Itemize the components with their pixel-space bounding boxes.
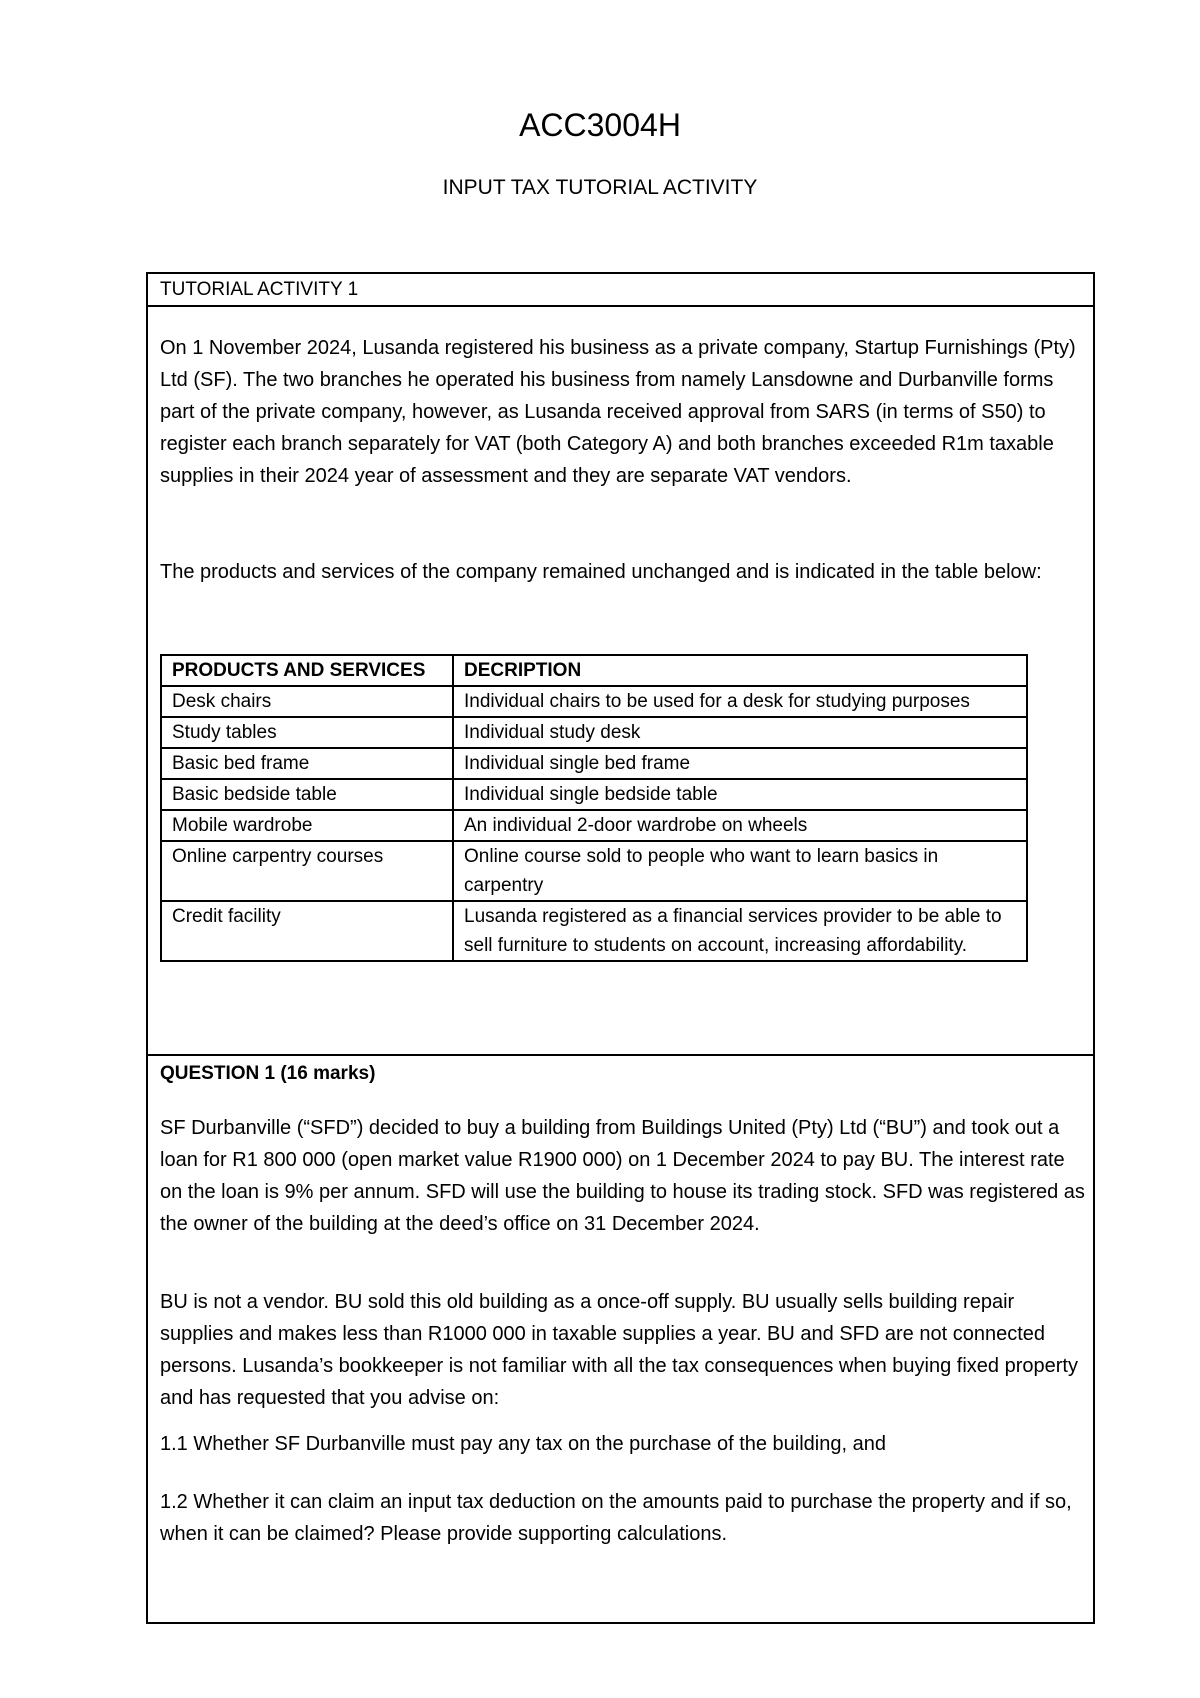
activity-intro-paragraph: On 1 November 2024, Lusanda registered his business as a private company, Startup Furnishings (Pty) Ltd (SF). The two branches he operated his business from namely Lansdowne and Durbanville forms part of the private company, however, as Lusanda received approval from SARS (in terms of S50) to register each branch separately for VAT (both Category A) and both branches exceeded R1m taxable supplies in their 2024 year of assessment and they are separate VAT vendors. [160, 337, 1076, 487]
activity-table-intro: The products and services of the company remained unchanged and is indicated in the table below: [160, 561, 1042, 583]
description-cell: An individual 2-door wardrobe on wheels [453, 810, 1027, 841]
description-cell: Online course sold to people who want to learn basics in carpentry [453, 841, 1027, 901]
table-row [161, 810, 1027, 841]
document-subtitle: INPUT TAX TUTORIAL ACTIVITY [442, 176, 758, 199]
table-row [161, 779, 1027, 810]
question-paragraph-1: SF Durbanville (“SFD”) decided to buy a building from Buildings United (Pty) Ltd (“BU”) and took out a loan for R1 800 000 (open market value R1900 000) on 1 December 2024 to pay BU. The interest rate on the loan is 9% per annum. SFD will use the building to house its trading stock. SFD was registered as the owner of the building at the deed’s office on 31 December 2024. [160, 1117, 1085, 1235]
product-cell: Mobile wardrobe [161, 810, 453, 841]
table-row [161, 748, 1027, 779]
products-table [160, 654, 1028, 962]
description-cell: Lusanda registered as a financial services provider to be able to sell furniture to students on account, increasing affordability. [453, 901, 1027, 961]
column-header-description: DECRIPTION [453, 655, 1027, 686]
description-cell: Individual single bed frame [453, 748, 1027, 779]
table-row [161, 841, 1027, 901]
product-cell: Online carpentry courses [161, 841, 453, 901]
section-divider [148, 1054, 1093, 1056]
description-cell: Individual study desk [453, 717, 1027, 748]
product-cell: Basic bedside table [161, 779, 453, 810]
activity-heading: TUTORIAL ACTIVITY 1 [148, 274, 1093, 307]
product-cell: Desk chairs [161, 686, 453, 717]
table-row [161, 717, 1027, 748]
question-item-1-2: 1.2 Whether it can claim an input tax deduction on the amounts paid to purchase the property and if so, when it can be claimed? Please provide supporting calculations. [160, 1491, 1072, 1545]
product-cell: Basic bed frame [161, 748, 453, 779]
table-row [161, 901, 1027, 961]
question-heading: QUESTION 1 (16 marks) [160, 1063, 376, 1084]
column-header-products: PRODUCTS AND SERVICES [161, 655, 453, 686]
product-cell: Credit facility [161, 901, 453, 961]
product-cell: Study tables [161, 717, 453, 748]
activity-box [146, 272, 1095, 1624]
description-cell: Individual chairs to be used for a desk for studying purposes [453, 686, 1027, 717]
description-cell: Individual single bedside table [453, 779, 1027, 810]
course-code: ACC3004H [519, 107, 681, 143]
question-paragraph-2: BU is not a vendor. BU sold this old building as a once-off supply. BU usually sells building repair supplies and makes less than R1000 000 in taxable supplies a year. BU and SFD are not connected persons. Lusanda’s bookkeeper is not familiar with all the tax consequences when buying fixed property and has requested that you advise on: [160, 1291, 1078, 1409]
question-item-1-1: 1.1 Whether SF Durbanville must pay any tax on the purchase of the building, and [160, 1433, 886, 1455]
table-header-row [161, 655, 1027, 686]
table-row [161, 686, 1027, 717]
